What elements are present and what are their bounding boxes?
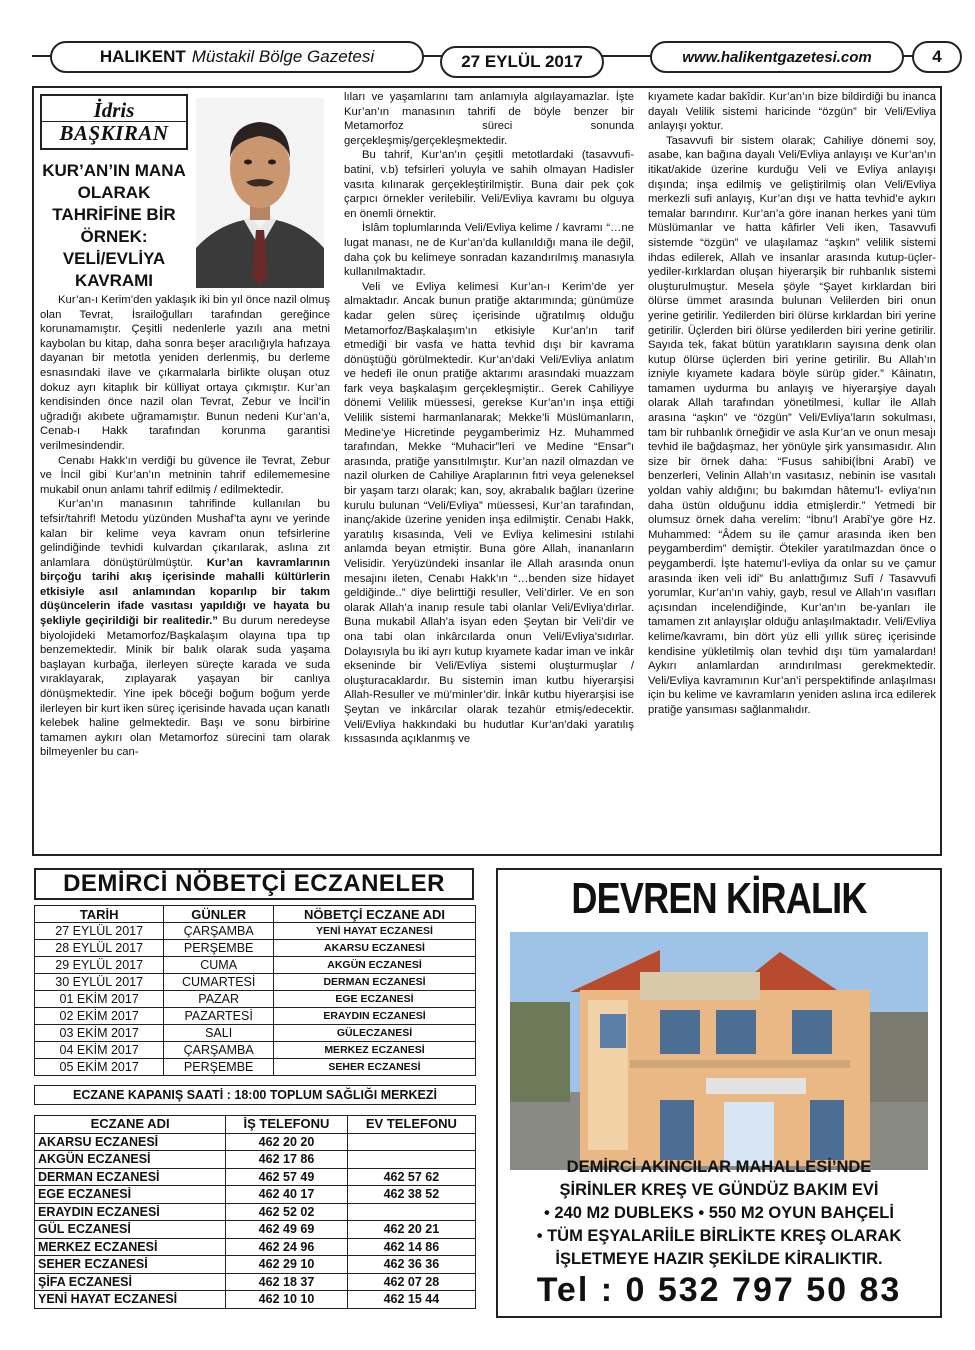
- pharmacy-name: AKGÜN ECZANESİ: [35, 1151, 226, 1169]
- article-paragraph: Veli ve Evliya kelimesi Kur’an-ı Kerim’de yer almaktadır. Ancak bunun pratiğe aktarımında; günümüze kadar gelen süreç içerisinde uğratılmış olduğu Metamorfoz/Başkalaşım’ın etkisiyle Kur’an’ın tarif etmediği bir vasfa ve hatta tevhid dışı bir kavrama dönüştüğü görülmektedir. Kur’an’daki Veli/Evliya anlatım ve hedefi ile onun pratiğe aktarımı arasındaki muazzam fark veya başkalaşım gerçekleşmiştir.. Gerek Cahiliyye dönemi Velilik müessesi, gerekse Kur’an’ın inşa ettiği Velilik sistemi harmanlanarak; Mekke’li Müslümanların, Medine’ye Hicretinde peygamberimiz Hz. Muhammed tarafından, Mekke “Muhacir”leri ve Medine “Ensar”ı arasında, pratiğe yansıtılmıştır. Kur’an nazil olmazdan ve nazil olurken de Cahiliye Araplarının fıtri veya geleneksel bir yaşam tarzı olarak; kan, soy, akrabalık bağları üzerine kurulu bulunan “Veli/Evliya” müessesi, Kur’an tarafından, inanç/akide üzerine yeniden inşa edilmiştir. Cenabı Hakk, yaratılış kısasında, Veli ve Evliya kelimesini ıstılahi anlamda beyan etmiştir. Buna göre Allah, inananların Velisidir. Yeryüzündeki insanlar ile Allah arasında onun mesajını ileten, Cenabı Hakk’ın “…benden size hidayet geldiğinde..” diye belirttiği resuller, Veli’dirler. Ve en son olarak Allah’a inanıp resule tabi olanlar Veli/Evliya’dırlar. Buna mukabil Allah’a isyan eden Şeytan bir Veli’dir ve ona tabi olan inkârcılarda onun Veli/Evliya’sıdırlar. Dolayısıyla bu iki ayrı kutup kıyamete kadar iman ve inkâr ekseninde bir Veli/Evliya sistemi oluşturmuşlar / oluşturacaklardır. Bu sistemin iman kutbu hiyerarşisi Allah-Resuller ve mü’minler’dir. İnkâr kutbu hiyerarşisi ise Şeytan ve inkârcılar olarak tezahür etmiş/edecektir. Veli/Evliya hakkındaki bu hudutlar Kur’an’daki yaratılış kıssasında açıklanmış ve: [344, 280, 634, 746]
- schedule-day: PERŞEMBE: [164, 940, 274, 957]
- home-phone: 462 20 21: [347, 1221, 475, 1239]
- column-header: EV TELEFONU: [347, 1116, 475, 1134]
- column-header: ECZANE ADI: [35, 1116, 226, 1134]
- pharmacy-name: YENİ HAYAT ECZANESİ: [35, 1291, 226, 1309]
- schedule-date: 29 EYLÜL 2017: [35, 957, 164, 974]
- table-row: [35, 1059, 476, 1076]
- pharmacy-name: SEHER ECZANESİ: [35, 1256, 226, 1274]
- work-phone: 462 57 49: [226, 1168, 348, 1186]
- schedule-date: 04 EKİM 2017: [35, 1042, 164, 1059]
- article-emphasis: Kur’an kavramlarının birçoğu tarihi akış içerisinde mahalli kültürlerin etkisiyle asıl anlamından koparılıp bir takım düşüncelerin ifade vasıtası yapıldığı ve hayata bu şekliyle geçirildiği bir realitedir.”: [40, 556, 330, 628]
- schedule-pharmacy: SEHER ECZANESİ: [273, 1059, 475, 1076]
- page-header: [32, 38, 942, 74]
- schedule-day: SALI: [164, 1025, 274, 1042]
- article-column-2: [344, 90, 634, 747]
- article-paragraph: İslâm toplumlarında Veli/Evliya kelime / kavramı “…ne lugat manası, ne de Kur’an’da kullanıldığı mana ile değil, daha çok bu kelimeye sonradan kazandırılmış manasıyla kullanılmaktadır.: [344, 222, 634, 279]
- schedule-day: PERŞEMBE: [164, 1059, 274, 1076]
- work-phone: 462 40 17: [226, 1186, 348, 1204]
- schedule-pharmacy: DERMAN ECZANESİ: [273, 974, 475, 991]
- nursery-building-photo: [510, 932, 928, 1170]
- nursery-rental-ad: [496, 868, 942, 1318]
- table-row: [35, 1273, 476, 1291]
- article-paragraph: [40, 497, 330, 760]
- schedule-pharmacy: YENİ HAYAT ECZANESİ: [273, 923, 475, 940]
- table-row: [35, 1151, 476, 1169]
- work-phone: 462 20 20: [226, 1133, 348, 1151]
- home-phone: [347, 1203, 475, 1221]
- schedule-day: CUMARTESİ: [164, 974, 274, 991]
- schedule-date: 28 EYLÜL 2017: [35, 940, 164, 957]
- author-photo: [196, 98, 324, 288]
- schedule-pharmacy: ERAYDIN ECZANESİ: [273, 1008, 475, 1025]
- pharmacy-name: ŞİFA ECZANESİ: [35, 1273, 226, 1291]
- column-header: GÜNLER: [164, 906, 274, 923]
- work-phone: 462 49 69: [226, 1221, 348, 1239]
- schedule-pharmacy: MERKEZ ECZANESİ: [273, 1042, 475, 1059]
- article-paragraph: lıları ve yaşamlarını tam anlamıyla algılayamazlar. İşte Kur’an’ın manasının tahrifi de böyle benzer bir Metamorfoz süreci sonunda gerçekleşmiş/gerçekleşmektedir.: [344, 91, 634, 147]
- pharmacy-name: DERMAN ECZANESİ: [35, 1168, 226, 1186]
- table-row: [35, 1221, 476, 1239]
- table-row: [35, 1203, 476, 1221]
- article-paragraph: Cenabı Hakk’ın verdiği bu güvence ile Tevrat, Zebur ve İncil gibi Kur’an’ın metninin tahrif edilememesine mukabil onun anlamı tahrif edilmiş / edilmektedir.: [40, 454, 330, 496]
- table-row: [35, 1008, 476, 1025]
- home-phone: [347, 1151, 475, 1169]
- ad-line: DEMİRCİ AKINCILAR MAHALLESİ’NDE: [566, 1158, 872, 1176]
- table-row: [35, 1238, 476, 1256]
- pharmacy-name: AKARSU ECZANESİ: [35, 1133, 226, 1151]
- column-header: İŞ TELEFONU: [226, 1116, 348, 1134]
- website-link[interactable]: www.halikentgazetesi.com: [650, 41, 904, 73]
- table-row: [35, 1133, 476, 1151]
- column-header: TARİH: [35, 906, 164, 923]
- column-header: NÖBETÇİ ECZANE ADI: [273, 906, 475, 923]
- pharmacy-name: ERAYDIN ECZANESİ: [35, 1203, 226, 1221]
- ad-line: ŞİRİNLER KREŞ VE GÜNDÜZ BAKIM EVİ: [559, 1181, 879, 1199]
- ad-description: [502, 1156, 936, 1271]
- pharmacy-schedule-table: [34, 905, 476, 1076]
- pharmacy-title: DEMİRCİ NÖBETÇİ ECZANELER: [34, 868, 474, 900]
- article-headline: KUR’AN’IN MANA OLARAK TAHRİFİNE BİR ÖRNEK: VELİ/EVLİYA KAVRAMI: [42, 161, 186, 290]
- brand-subtitle: Müstakil Bölge Gazetesi: [191, 47, 375, 66]
- home-phone: 462 07 28: [347, 1273, 475, 1291]
- closing-time-note: ECZANE KAPANIŞ SAATİ : 18:00 TOPLUM SAĞLIĞI MERKEZİ: [34, 1085, 476, 1105]
- schedule-pharmacy: EGE ECZANESİ: [273, 991, 475, 1008]
- table-row: [35, 923, 476, 940]
- table-row: [35, 957, 476, 974]
- ad-title: DEVREN KİRALIK: [571, 874, 867, 923]
- page-number: 4: [912, 41, 962, 73]
- schedule-pharmacy: AKGÜN ECZANESİ: [273, 957, 475, 974]
- article-text: Bu durum neredeyse biyolojideki Metamorfoz/Başkalaşım olayına tıpa tıp benzemektedir. Minik bir balık olarak suda yaşama başlayan kurbağa, ilerleyen süreçte karada ve suda vıraklayarak, zıplayarak yaşayan bir canlıya dönüşmektedir. Yine ipek böceği boğum boğum yerde ilerleyen bir kurt iken süreç içerisinde havada uçan kanatlı kelebek haline gelmektedir. Başı ve sonu birbirine tamamen aykırı olan Metamorfoz sürecini tam olarak bilmeyenler bu can-: [40, 615, 330, 759]
- article-paragraph: Tasavvufi bir sistem olarak; Cahiliye dönemi soy, asabe, kan bağına dayalı Veli/Evliya anlayışı ve Kur’an’ın itikat/akide üzerine kurduğu Veli ve Evliya anlayışı dışında; inşa edilmiş ve geliştirilmiş olan Veli/Evliya merkezli sufi anlayış, Kur’an dışı ve hatta tevhid’e aykırı temalar barındırır. Kur’an’a göre inanan herkes yani tüm Müslümanlar ve hatta kâfirler Veli iken, Tasavvufi sistemde “özgün” ve ulaşılamaz “aşkın” velilik sistemi ihdas edilerek, Allah ve insanlar arasında kutup-üçler-yediler-kırklardan oluşan hiyerarşik bir ruhbanlık sistemi oluşturulmuştur. Mesela şöyle “Şayet kırklardan biri ölürse ümmet arasında bulunan Velilerden biri onun yerine getirilir. Yedilerden biri ölürse kırklardan biri yerine getirilir. Üçlerden biri ölürse yedilerden biri yerine getirilir. Sayıda tek, fakat bütün yaratıkların sayısına denk olan kutup ölürse üçlerden biri yerine getirilir. Bu Allah’ın izniyle kıyamete kadara böyle sürüp gider.” Kâinatın, tamamen uydurma bu anlayış ve hiyerarşiye dayalı olarak Allah tarafından yönetilmesi, kullar ile Allah arasına “aşkın” ve “özgün” Veli/Evliya’ların sokulması, tam bir ruhbanlık örneğidir ve asla Kur’an ve onun mesajı tevhid ile bağdaşmaz, her yönüyle şirk yansımasıdır. Alın size bir örnek daha: “Fusus sahibi(İbni Arabî) ve benzerleri, Velinin Allah’ın vasıtasız, nebinin ise vasıtalı yoldan vahiy aldığını; bu bakımdan hâtemu’l- evliya’nın daha üstün olduğunu iddia etmişlerdir.” Yetmedi bir olumsuz örnek daha verelim: “İbnu’l Arabî’ye göre Hz. Muhammed: “Âdem su ile çamur arasında iken ben peygamberdim” demiştir. Ötekiler yaratılmazdan önce o peygamberdi. İşte hatemu’l-evliya da onlar su ve çamur arasında iken veli idi” Bu anlattığımız Sufî / Tasavvufi yorumlar, Kur’an’ın vahiy, gayb, resul ve Allah’ın vasıfları açısından incelendiğinde, Kur’an’ın be-yanları ile tamamen zıt anlayışlar olduğu anlaşılmaktadır. Veli/Evliya kelime/kavramı, bin dört yüz elli yıllık süreç içerisinde kendisine yükletilmiş olan tevhid dışı tüm yamalardan! Aykırı anlamlardan arındırılması gerekmektedir. Veli/Evliya kavramının Kur’an’i perspektifinde anlaşılması için bu kelime ve kavramların yeniden aslına irca edilerek pratiğe yansıması sağlanmalıdır.: [648, 134, 936, 716]
- newspaper-brand: [50, 41, 424, 73]
- schedule-date: 01 EKİM 2017: [35, 991, 164, 1008]
- pharmacy-phone-table: [34, 1115, 476, 1309]
- work-phone: 462 18 37: [226, 1273, 348, 1291]
- schedule-day: CUMA: [164, 957, 274, 974]
- schedule-body: [35, 923, 476, 1076]
- table-row: [35, 991, 476, 1008]
- article-column-3: [648, 90, 936, 718]
- home-phone: 462 57 62: [347, 1168, 475, 1186]
- schedule-day: PAZAR: [164, 991, 274, 1008]
- ad-line: • 240 M2 DUBLEKS • 550 M2 OYUN BAHÇELİ: [544, 1204, 894, 1222]
- home-phone: 462 38 52: [347, 1186, 475, 1204]
- author-last-name: BAŞKIRAN: [42, 121, 186, 144]
- pharmacy-name: EGE ECZANESİ: [35, 1186, 226, 1204]
- schedule-day: ÇARŞAMBA: [164, 1042, 274, 1059]
- phone-body: [35, 1133, 476, 1308]
- table-row: [35, 1168, 476, 1186]
- ad-line: İŞLETMEYE HAZIR ŞEKİLDE KİRALIKTIR.: [555, 1250, 883, 1268]
- brand-name: HALIKENT: [99, 47, 186, 66]
- schedule-date: 27 EYLÜL 2017: [35, 923, 164, 940]
- issue-date: 27 EYLÜL 2017: [440, 46, 604, 78]
- table-row: [35, 1025, 476, 1042]
- schedule-date: 03 EKİM 2017: [35, 1025, 164, 1042]
- table-row: [35, 1291, 476, 1309]
- schedule-day: PAZARTESİ: [164, 1008, 274, 1025]
- schedule-date: 05 EKİM 2017: [35, 1059, 164, 1076]
- author-first-name: İdris: [93, 98, 135, 122]
- author-box: [40, 94, 188, 150]
- home-phone: 462 15 44: [347, 1291, 475, 1309]
- pharmacy-name: GÜL ECZANESİ: [35, 1221, 226, 1239]
- work-phone: 462 10 10: [226, 1291, 348, 1309]
- table-row: [35, 940, 476, 957]
- table-header-row: [35, 906, 476, 923]
- work-phone: 462 29 10: [226, 1256, 348, 1274]
- home-phone: 462 36 36: [347, 1256, 475, 1274]
- table-row: [35, 1256, 476, 1274]
- article-text: Kur’an’ın manasının tahrifinde kullanılan bu tefsir/tahrif! Metodu yüzünden Mushaf’ta aynı ve yerinde kalan bir kelime veya kavram onun tefsirlerine gelindiğinde tevhidi kulvardan çıkarılarak, aslına zıt anlamlara dönüştürülmüştür.: [40, 498, 330, 569]
- table-row: [35, 1042, 476, 1059]
- schedule-date: 30 EYLÜL 2017: [35, 974, 164, 991]
- article-column-1: [40, 293, 330, 760]
- article-box: [32, 86, 942, 856]
- schedule-date: 02 EKİM 2017: [35, 1008, 164, 1025]
- work-phone: 462 17 86: [226, 1151, 348, 1169]
- home-phone: [347, 1133, 475, 1151]
- schedule-pharmacy: GÜLECZANESİ: [273, 1025, 475, 1042]
- article-paragraph: Bu tahrif, Kur’an’ın çeşitli metotlardaki (tasavvufi-batini, v.b) tefsirleri yoluyla ve sahih olmayan Hadisler vasıta kılınarak gerçekleştirilmiştir. Buna dair pek çok çarpıcı örnekler verilebilir. Veli/Evliya kavramı bu olguya en önemli örnektir.: [344, 149, 634, 220]
- home-phone: 462 14 86: [347, 1238, 475, 1256]
- pharmacy-name: MERKEZ ECZANESİ: [35, 1238, 226, 1256]
- schedule-pharmacy: AKARSU ECZANESİ: [273, 940, 475, 957]
- ad-line: • TÜM EŞYALARİİLE BİRLİKTE KREŞ OLARAK: [536, 1227, 902, 1245]
- table-header-row: [35, 1116, 476, 1134]
- article-paragraph: kıyamete kadar bakîdir. Kur’an’ın bize bildirdiği bu inanca dayalı Velilik sistemi haricinde “özgün” bir Veli/Evliya anlayışı yoktur.: [648, 91, 936, 133]
- table-row: [35, 974, 476, 991]
- table-row: [35, 1186, 476, 1204]
- article-paragraph: Kur’an-ı Kerim’den yaklaşık iki bin yıl önce nazil olmuş olan Tevrat, İsrailoğulları tarafından gereğince korunamamıştır. Çeşitli nedenlerle yazılı ana metni kaybolan bu kitap, daha sonra beşer aracılığıyla hafızaya dayanan bir metotla yeniden derlenmiş, bu derleme esnasındaki ilave ve çıkarmalarla birlikte oluşan otuz dokuz ayrı kitaplık bir külliyat ortaya çıkmıştır. Kur’an kendisinden önce nazil olan Tevrat, Zebur ve İncil’in uğradığı akıbete uğramamıştır. Bunun nedeni Kur’an’a, Cenab-ı Hakk tarafından korunma garantisi verilmesindendir.: [40, 294, 330, 452]
- work-phone: 462 52 02: [226, 1203, 348, 1221]
- schedule-day: ÇARŞAMBA: [164, 923, 274, 940]
- ad-phone-number[interactable]: Tel : 0 532 797 50 83: [536, 1271, 902, 1309]
- work-phone: 462 24 96: [226, 1238, 348, 1256]
